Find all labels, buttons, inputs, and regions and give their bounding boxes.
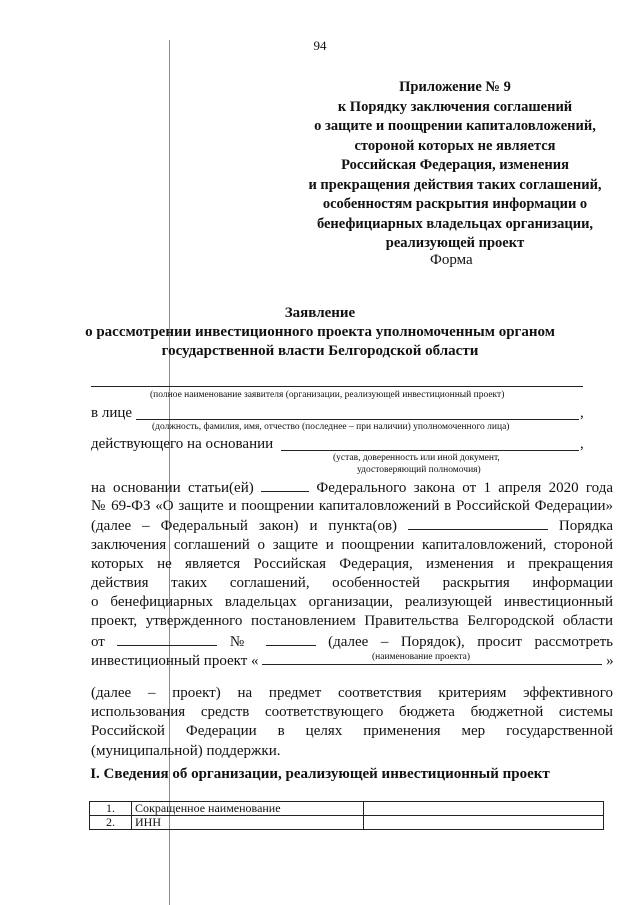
para-line: (далее – Федеральный закон) и пункта(ов) Порядка <box>91 518 613 535</box>
authority-document-field[interactable] <box>281 450 579 451</box>
appendix-heading <box>270 78 640 254</box>
para-line: действия таких соглашений, особенностей раскрытия информации <box>91 574 613 591</box>
table-row <box>90 816 604 830</box>
article-number-field[interactable] <box>261 478 309 492</box>
acting-basis-label: действующего на основании <box>91 436 274 452</box>
basis-caption-line1: (устав, доверенность или иной документ, <box>333 453 500 463</box>
para-line: (далее – проект) на предмет соответствия критериям эффективного <box>91 685 613 701</box>
appendix-line: стороной которых не является <box>354 137 556 154</box>
row-number: 1. <box>90 802 132 816</box>
appendix-line: и прекращения действия таких соглашений, <box>308 176 602 193</box>
paragraph-request <box>91 478 613 670</box>
row-value-cell[interactable] <box>364 816 604 830</box>
statement-subtitle-line2: государственной власти Белгородской области <box>161 343 479 359</box>
appendix-line: Приложение № 9 <box>399 79 511 95</box>
applicant-name-field[interactable] <box>91 386 583 387</box>
para-line: от № (далее – Порядок), просит рассмотреть <box>91 633 614 650</box>
statement-title: Заявление <box>284 305 356 321</box>
page-number: 94 <box>313 38 327 53</box>
clause-number-field[interactable] <box>408 516 548 530</box>
comma: , <box>580 436 584 452</box>
decree-number-field[interactable] <box>266 632 316 646</box>
person-caption: (должность, фамилия, имя, отчество (последнее – при наличии) уполномоченного лица) <box>152 422 510 432</box>
para-line: о бенефициарных владельцах организации, реализующей инвестиционный <box>91 594 613 611</box>
para-line: (муниципальной) поддержки. <box>91 742 281 759</box>
para-line: которых не является Российская Федерация, изменения и прекращения <box>91 555 613 572</box>
applicant-caption: (полное наименование заявителя (организации, реализующей инвестиционный проект) <box>150 390 505 400</box>
para-line: использования средств соответствующего бюджета бюджетной системы <box>91 704 613 721</box>
appendix-line: к Порядку заключения соглашений <box>337 98 573 115</box>
section-title: I. Сведения об организации, реализующей инвестиционный проект <box>90 766 550 782</box>
decree-date-field[interactable] <box>117 632 217 646</box>
organization-info-table <box>89 801 604 830</box>
para-line: № 69-ФЗ «О защите и поощрении капиталовложений в Российской Федерации» <box>91 498 613 515</box>
para-line: инвестиционный проект « » <box>91 652 614 669</box>
para-line: проект, утвержденного постановлением Правительства Белгородской области <box>91 613 613 630</box>
basis-caption-line2: удостоверяющий полномочия) <box>357 465 481 475</box>
appendix-line: Российская Федерация, изменения <box>341 157 569 173</box>
appendix-line: бенефициарных владельцах организации, <box>316 215 594 232</box>
row-name: ИНН <box>132 816 364 830</box>
representative-field[interactable] <box>136 419 579 420</box>
paragraph-purpose <box>91 684 613 761</box>
para-line: заключения соглашений о защите и поощрении капиталовложений, стороной <box>91 536 613 553</box>
form-label: Форма <box>430 252 473 268</box>
comma: , <box>580 405 584 421</box>
appendix-line: реализующей проект <box>385 235 525 251</box>
table-row <box>90 802 604 816</box>
row-number: 2. <box>90 816 132 830</box>
project-caption: (наименование проекта) <box>372 652 471 662</box>
para-line: на основании статьи(ей) Федерального закона от 1 апреля 2020 года <box>91 480 614 496</box>
appendix-line: о защите и поощрении капиталовложений, <box>314 118 596 134</box>
appendix-line: особенностям раскрытия информации о <box>322 196 588 212</box>
statement-subtitle-line1: о рассмотрении инвестиционного проекта уполномоченным органом <box>85 324 555 340</box>
row-value-cell[interactable] <box>364 802 604 816</box>
in-person-label: в лице <box>91 405 133 421</box>
para-line: Российской Федерации в целях применения мер государственной <box>91 723 613 740</box>
row-name: Сокращенное наименование <box>132 802 364 816</box>
